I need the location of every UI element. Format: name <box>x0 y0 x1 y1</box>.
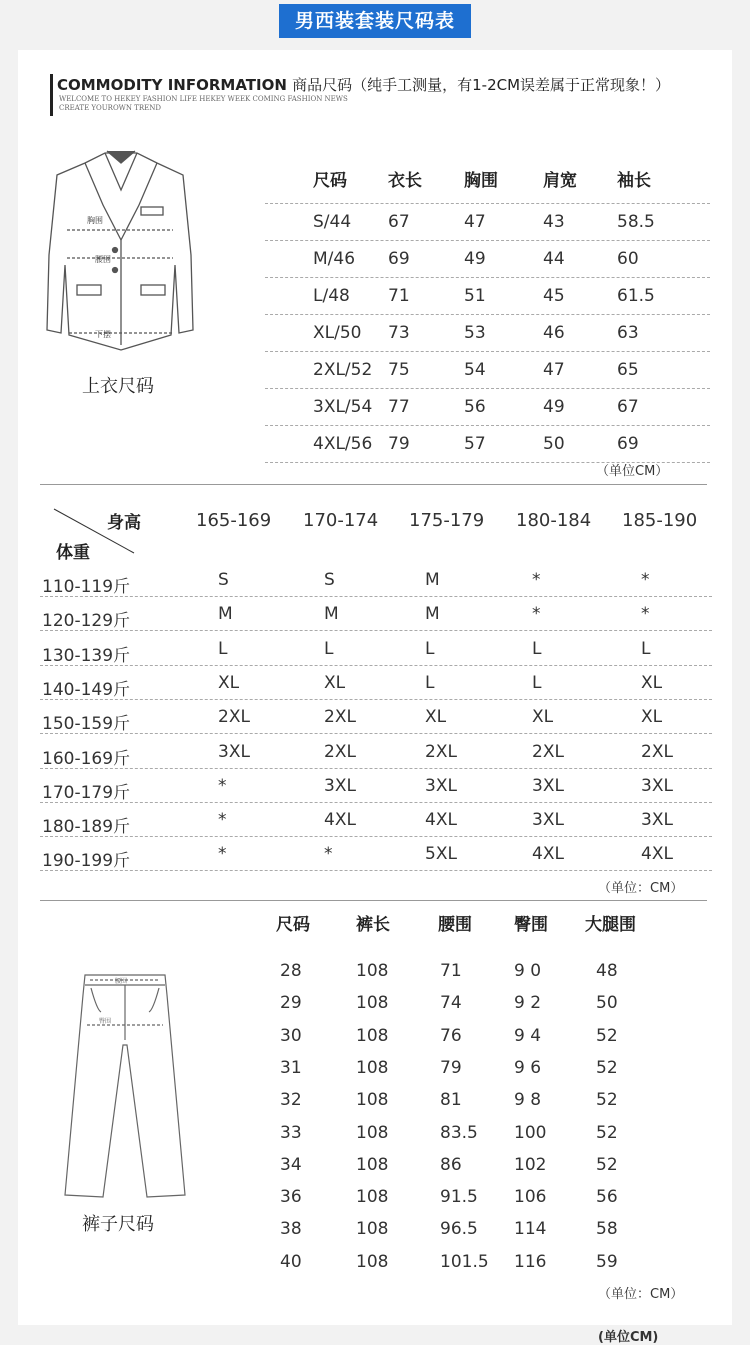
fit-size-cell: M <box>218 604 233 625</box>
pants-table-cell: 38 <box>280 1219 302 1240</box>
pants-table-cell: 102 <box>514 1154 547 1175</box>
pants-table-cell: 52 <box>596 1090 618 1111</box>
fit-size-cell: 3XL <box>641 775 673 796</box>
jacket-illustration <box>45 145 195 360</box>
pants-table-cell: 52 <box>596 1154 618 1175</box>
fit-row-line <box>40 768 712 769</box>
pants-table-cell: 79 <box>440 1057 462 1078</box>
pants-table-cell: 34 <box>280 1154 302 1175</box>
fit-row-line <box>40 699 712 700</box>
pants-header-cell: 腰围 <box>438 915 472 935</box>
fit-size-cell: 4XL <box>641 844 673 865</box>
pants-unit-note: （单位：CM） <box>598 1287 684 1302</box>
fit-size-cell: 3XL <box>532 810 564 831</box>
pants-table-cell: 106 <box>514 1187 547 1208</box>
jacket-header-cell: 尺码 <box>313 171 347 191</box>
fit-row-line <box>40 665 712 666</box>
jacket-table-cell: 63 <box>617 323 639 343</box>
fit-size-cell: * <box>532 604 541 625</box>
jacket-table-cell: 53 <box>464 323 486 343</box>
pants-table-cell: 52 <box>596 1057 618 1078</box>
pants-table-cell: 114 <box>514 1219 547 1240</box>
pants-table-cell: 108 <box>356 1219 389 1240</box>
jacket-hem-label: 下摆 <box>95 330 111 339</box>
pants-table-cell: 9 6 <box>514 1057 542 1078</box>
info-subtitle <box>59 95 348 113</box>
fit-size-cell: XL <box>425 707 447 728</box>
fit-height-column-header: 185-190 <box>622 510 698 531</box>
section-divider <box>40 484 707 485</box>
jacket-table-cell: 4XL/56 <box>313 434 373 454</box>
fit-row-line <box>40 630 712 631</box>
jacket-header-cell: 胸围 <box>464 171 498 191</box>
pants-table-cell: 28 <box>280 961 302 981</box>
pants-table-cell: 9 4 <box>514 1025 542 1046</box>
pants-header-cell: 尺码 <box>276 915 310 935</box>
fit-size-cell: S <box>324 570 335 590</box>
jacket-table-cell: 69 <box>388 249 410 269</box>
jacket-table-cell: 67 <box>388 212 410 232</box>
jacket-table-cell: 56 <box>464 397 486 417</box>
jacket-table-cell: 67 <box>617 397 639 417</box>
pants-waist-label: 腰围 <box>115 978 128 985</box>
fit-height-column-header: 175-179 <box>409 510 485 531</box>
fit-height-column-header: 180-184 <box>516 510 592 531</box>
fit-unit-note: （单位：CM） <box>598 881 684 896</box>
pants-table-cell: 108 <box>356 1154 389 1175</box>
jacket-row-line <box>265 277 710 278</box>
jacket-table-cell: 46 <box>543 323 565 343</box>
pants-table-cell: 52 <box>596 1025 618 1046</box>
jacket-table-cell: 69 <box>617 434 639 454</box>
info-subtitle-line2: CREATE YOUROWN TREND <box>59 104 162 112</box>
fit-size-cell: 4XL <box>324 810 356 831</box>
fit-weight-row-header: 120-129斤 <box>42 611 131 632</box>
pants-table-cell: 108 <box>356 1122 389 1143</box>
fit-size-cell: * <box>641 604 650 625</box>
jacket-table-cell: 2XL/52 <box>313 360 373 380</box>
jacket-unit-note: （单位CM） <box>596 464 669 479</box>
page-title: 男西装套装尺码表 <box>279 4 471 38</box>
pants-table-cell: 83.5 <box>440 1122 478 1143</box>
fit-size-cell: 2XL <box>532 741 564 762</box>
fit-weight-row-header: 150-159斤 <box>42 714 131 735</box>
pants-table-cell: 86 <box>440 1154 462 1175</box>
fit-weight-row-header: 170-179斤 <box>42 782 131 803</box>
fit-size-cell: L <box>532 672 542 693</box>
pants-table-cell: 59 <box>596 1251 618 1272</box>
fit-size-cell: XL <box>218 672 240 693</box>
pants-table-cell: 108 <box>356 993 389 1014</box>
fit-size-cell: L <box>425 638 435 659</box>
jacket-table-cell: 57 <box>464 434 486 454</box>
pants-header-cell: 大腿围 <box>585 915 636 935</box>
pants-table-cell: 108 <box>356 1057 389 1078</box>
fit-row-line <box>40 596 712 597</box>
pants-table-cell: 29 <box>280 993 302 1014</box>
pants-table-cell: 40 <box>280 1251 302 1272</box>
jacket-table-cell: XL/50 <box>313 323 362 343</box>
pants-table-cell: 36 <box>280 1187 302 1208</box>
info-heading <box>57 74 670 95</box>
fit-size-cell: 3XL <box>532 775 564 796</box>
jacket-size-label: 上衣尺码 <box>82 376 154 397</box>
fit-weight-row-header: 190-199斤 <box>42 851 131 872</box>
jacket-table-cell: S/44 <box>313 212 352 232</box>
fit-height-header: 身高 <box>107 513 141 533</box>
info-heading-cn: 商品尺码（纯手工测量，有1-2CM误差属于正常现象！） <box>292 76 671 94</box>
pants-illustration <box>35 950 215 1200</box>
pants-table-cell: 52 <box>596 1122 618 1143</box>
pants-table-cell: 76 <box>440 1025 462 1046</box>
jacket-table-cell: 60 <box>617 249 639 269</box>
jacket-table-cell: 77 <box>388 397 410 417</box>
fit-size-cell: 2XL <box>425 741 457 762</box>
fit-size-cell: * <box>641 570 650 590</box>
fit-weight-row-header: 180-189斤 <box>42 817 131 838</box>
jacket-table-cell: 79 <box>388 434 410 454</box>
pants-table-cell: 101.5 <box>440 1251 489 1272</box>
fit-size-cell: * <box>218 810 227 831</box>
jacket-table-cell: 43 <box>543 212 565 232</box>
pants-hip-label: 臀围 <box>99 1018 112 1025</box>
jacket-table-cell: 47 <box>543 360 565 380</box>
fit-size-cell: * <box>324 844 333 865</box>
fit-weight-header: 体重 <box>56 543 90 563</box>
pants-table-cell: 96.5 <box>440 1219 478 1240</box>
fit-size-cell: 2XL <box>218 707 250 728</box>
pants-header-cell: 臀围 <box>514 915 548 935</box>
pants-table-cell: 33 <box>280 1122 302 1143</box>
pants-table-cell: 48 <box>596 961 618 981</box>
jacket-table-cell: 58.5 <box>617 212 655 232</box>
pants-table-cell: 108 <box>356 1251 389 1272</box>
pants-table-cell: 56 <box>596 1187 618 1208</box>
footer-unit-note: (单位CM) <box>598 1330 659 1345</box>
jacket-table-cell: 45 <box>543 286 565 306</box>
section-divider-2 <box>40 900 707 901</box>
jacket-header-line <box>265 203 710 204</box>
pants-table-cell: 9 8 <box>514 1090 542 1111</box>
pants-table-cell: 30 <box>280 1025 302 1046</box>
jacket-header-cell: 袖长 <box>617 171 651 191</box>
jacket-table-cell: 73 <box>388 323 410 343</box>
fit-size-cell: XL <box>324 672 346 693</box>
fit-size-cell: XL <box>641 672 663 693</box>
fit-size-cell: * <box>218 844 227 865</box>
fit-height-column-header: 165-169 <box>196 510 272 531</box>
jacket-table-cell: 3XL/54 <box>313 397 373 417</box>
fit-size-cell: 2XL <box>641 741 673 762</box>
fit-row-line <box>40 733 712 734</box>
pants-table-cell: 74 <box>440 993 462 1014</box>
pants-table-cell: 71 <box>440 961 462 981</box>
fit-size-cell: M <box>425 604 440 625</box>
jacket-table-cell: 61.5 <box>617 286 655 306</box>
pants-table-cell: 116 <box>514 1251 547 1272</box>
jacket-header-cell: 衣长 <box>388 171 422 191</box>
pants-table-cell: 9 2 <box>514 993 542 1014</box>
pants-table-cell: 108 <box>356 1187 389 1208</box>
jacket-waist-label: 腰围 <box>95 255 111 264</box>
jacket-row-line <box>265 314 710 315</box>
jacket-row-line <box>265 425 710 426</box>
jacket-table-cell: M/46 <box>313 249 356 269</box>
info-heading-en: COMMODITY INFORMATION <box>57 76 287 94</box>
jacket-table-cell: 65 <box>617 360 639 380</box>
jacket-header-cell: 肩宽 <box>543 171 577 191</box>
pants-table-cell: 50 <box>596 993 618 1014</box>
jacket-table-cell: 47 <box>464 212 486 232</box>
fit-size-cell: * <box>532 570 541 590</box>
pants-table-cell: 108 <box>356 961 389 981</box>
fit-size-cell: M <box>425 570 440 590</box>
fit-size-cell: L <box>641 638 651 659</box>
fit-weight-row-header: 160-169斤 <box>42 748 131 769</box>
jacket-table-cell: L/48 <box>313 286 350 306</box>
fit-size-cell: XL <box>641 707 663 728</box>
pants-table-cell: 9 0 <box>514 961 542 981</box>
jacket-table-cell: 75 <box>388 360 410 380</box>
jacket-diagram <box>45 145 195 360</box>
fit-weight-row-header: 140-149斤 <box>42 679 131 700</box>
fit-size-cell: 3XL <box>425 775 457 796</box>
pants-table-cell: 32 <box>280 1090 302 1111</box>
pants-table-cell: 108 <box>356 1025 389 1046</box>
jacket-chest-label: 胸围 <box>87 216 103 225</box>
fit-size-cell: 2XL <box>324 741 356 762</box>
heading-accent-bar <box>50 74 53 116</box>
fit-row-line <box>40 870 712 871</box>
pants-table-cell: 108 <box>356 1090 389 1111</box>
jacket-row-line <box>265 388 710 389</box>
jacket-row-line <box>265 351 710 352</box>
fit-size-cell: 2XL <box>324 707 356 728</box>
fit-size-cell: M <box>324 604 339 625</box>
jacket-row-line <box>265 240 710 241</box>
fit-size-cell: 3XL <box>324 775 356 796</box>
jacket-table-cell: 44 <box>543 249 565 269</box>
pants-table-cell: 31 <box>280 1057 302 1078</box>
fit-size-cell: L <box>324 638 334 659</box>
pants-diagram <box>35 950 215 1200</box>
fit-size-cell: XL <box>532 707 554 728</box>
jacket-table-cell: 49 <box>464 249 486 269</box>
pants-size-label: 裤子尺码 <box>82 1214 154 1235</box>
pants-table-cell: 58 <box>596 1219 618 1240</box>
jacket-table-cell: 71 <box>388 286 410 306</box>
fit-size-cell: 5XL <box>425 844 457 865</box>
fit-size-cell: L <box>532 638 542 659</box>
fit-weight-row-header: 110-119斤 <box>42 577 131 597</box>
pants-table-cell: 81 <box>440 1090 462 1111</box>
fit-size-cell: 4XL <box>425 810 457 831</box>
fit-size-cell: * <box>218 775 227 796</box>
fit-weight-row-header: 130-139斤 <box>42 645 131 666</box>
info-subtitle-line1: WELCOME TO HEKEY FASHION LIFE HEKEY WEEK COMING FASHION NEWS <box>59 95 348 103</box>
jacket-table-cell: 54 <box>464 360 486 380</box>
fit-row-line <box>40 802 712 803</box>
fit-size-cell: S <box>218 570 229 590</box>
fit-row-line <box>40 836 712 837</box>
pants-table-cell: 91.5 <box>440 1187 478 1208</box>
jacket-table-cell: 51 <box>464 286 486 306</box>
fit-size-cell: L <box>425 672 435 693</box>
pants-table-cell: 100 <box>514 1122 547 1143</box>
fit-size-cell: 3XL <box>218 741 250 762</box>
fit-height-column-header: 170-174 <box>303 510 379 531</box>
fit-size-cell: 3XL <box>641 810 673 831</box>
fit-size-cell: 4XL <box>532 844 564 865</box>
jacket-table-cell: 49 <box>543 397 565 417</box>
fit-size-cell: L <box>218 638 228 659</box>
jacket-table-cell: 50 <box>543 434 565 454</box>
pants-header-cell: 裤长 <box>356 915 390 935</box>
